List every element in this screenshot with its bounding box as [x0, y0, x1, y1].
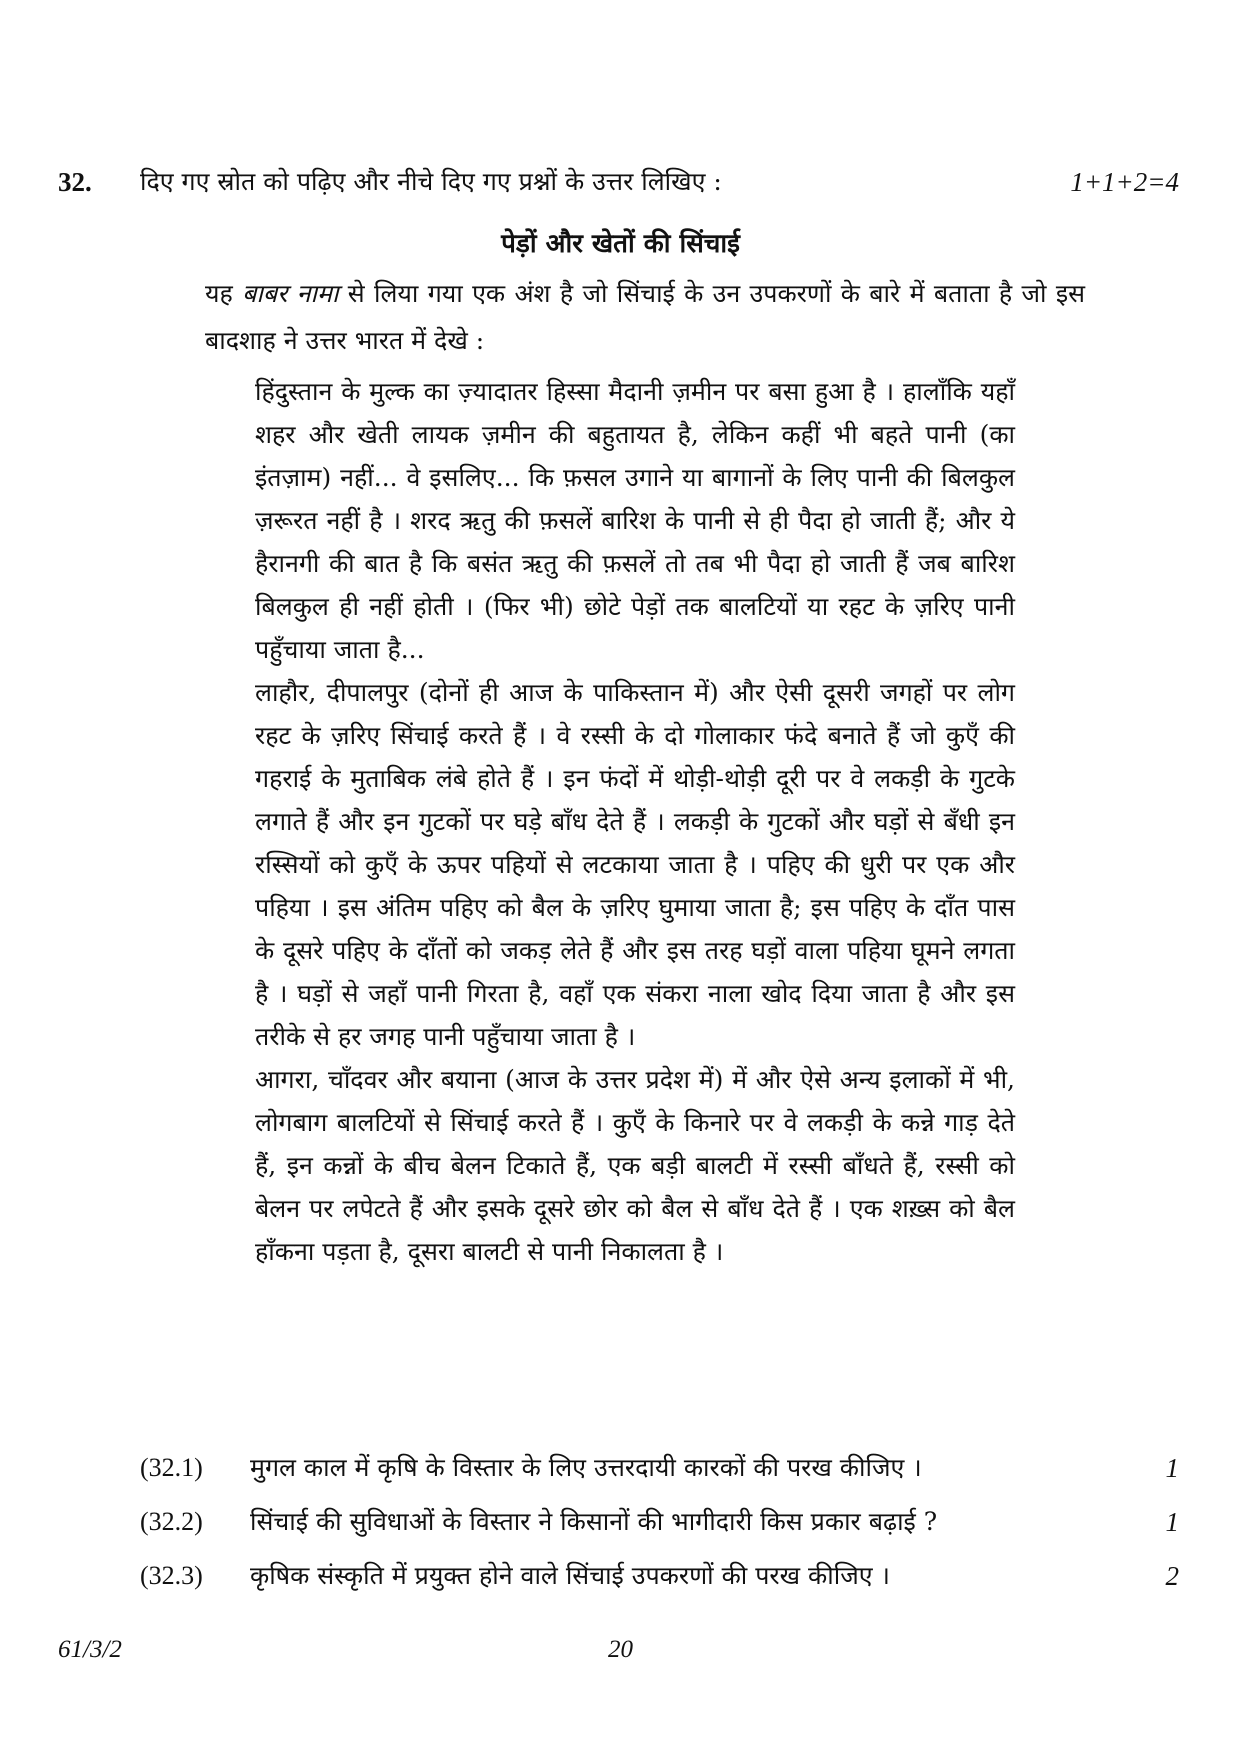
question-number: 32.	[58, 167, 92, 197]
passage-paragraph: लाहौर, दीपालपुर (दोनों ही आज के पाकिस्तान में) और ऐसी दूसरी जगहों पर लोग रहट के ज़रिए सिंचाई करते हैं । वे रस्सी के दो गोलाकार फंदे बनाते हैं जो कुएँ की गहराई के मुताबिक लंबे होते हैं । इन फंदों में थोड़ी-थोड़ी दूरी पर वे लकड़ी के गुटके लगाते हैं और इन गुटकों पर घड़े बाँध देते हैं । लकड़ी के गुटकों और घड़ों से बँधी इन रस्सियों को कुएँ के ऊपर पहियों से लटकाया जाता है । पहिए की धुरी पर एक और पहिया । इस अंतिम पहिए को बैल के ज़रिए घुमाया जाता है; इस पहिए के दाँत पास के दूसरे पहिए के दाँतों को जकड़ लेते हैं और इस तरह घड़ों वाला पहिया घूमने लगता है । घड़ों से जहाँ पानी गिरता है, वहाँ एक संकरा नाला खोद दिया जाता है और इस तरीके से हर जगह पानी पहुँचाया जाता है ।	[255, 678, 1015, 1051]
sub-question-text: कृषिक संस्कृति में प्रयुक्त होने वाले सिंचाई उपकरणों की परख कीजिए ।	[250, 1561, 890, 1590]
intro-prefix: यह	[205, 279, 243, 308]
paper-code: 61/3/2	[58, 1636, 122, 1663]
sub-question-text: मुगल काल में कृषि के विस्तार के लिए उत्तरदायी कारकों की परख कीजिए ।	[250, 1453, 922, 1482]
sub-question-marks: 1	[1165, 1453, 1179, 1483]
sub-question-number: (32.2)	[140, 1507, 203, 1536]
sub-question-marks: 2	[1165, 1561, 1179, 1591]
passage-paragraph: आगरा, चाँदवर और बयाना (आज के उत्तर प्रदेश में) में और ऐसे अन्य इलाकों में भी, लोगबाग बालटियों से सिंचाई करते हैं । कुएँ के किनारे पर वे लकड़ी के कन्ने गाड़ देते हैं, इन कन्नों के बीच बेलन टिकाते हैं, एक बड़ी बालटी में रस्सी बाँधते हैं, रस्सी को बेलन पर लपेटते हैं और इसके दूसरे छोर को बैल से बाँध देते हैं । एक शख़्स को बैल हाँकना पड़ता है, दूसरा बालटी से पानी निकालता है ।	[255, 1065, 1015, 1266]
sub-question-number: (32.3)	[140, 1561, 203, 1590]
question-marks: 1+1+2=4	[1070, 167, 1179, 197]
question-instruction: दिए गए स्रोत को पढ़िए और नीचे दिए गए प्रश्नों के उत्तर लिखिए :	[140, 167, 722, 196]
source-intro	[205, 270, 1085, 364]
sub-question-marks: 1	[1165, 1507, 1179, 1537]
passage-paragraph: हिंदुस्तान के मुल्क का ज़्यादातर हिस्सा मैदानी ज़मीन पर बसा हुआ है । हालाँकि यहाँ शहर और खेती लायक ज़मीन की बहुतायत है, लेकिन कहीं भी बहते पानी (का इंतज़ाम) नहीं... वे इसलिए... कि फ़सल उगाने या बागानों के लिए पानी की बिलकुल ज़रूरत नहीं है । शरद ऋतु की फ़सलें बारिश के पानी से ही पैदा हो जाती हैं; और ये हैरानगी की बात है कि बसंत ऋतु की फ़सलें तो तब भी पैदा हो जाती हैं जब बारिश बिलकुल ही नहीं होती । (फिर भी) छोटे पेड़ों तक बालटियों या रहट के ज़रिए पानी पहुँचाया जाता है...	[255, 377, 1015, 664]
intro-suffix: से लिया गया एक अंश है जो सिंचाई के उन उपकरणों के बारे में बताता है जो इस बादशाह ने उत्तर भारत में देखे :	[205, 279, 1085, 355]
source-passage	[255, 370, 1015, 1273]
book-title: बाबर नामा	[242, 279, 339, 308]
page-number: 20	[608, 1636, 633, 1663]
sub-question-text: सिंचाई की सुविधाओं के विस्तार ने किसानों की भागीदारी किस प्रकार बढ़ाई ?	[250, 1507, 938, 1536]
sub-question-number: (32.1)	[140, 1453, 203, 1482]
source-title: पेड़ों और खेतों की सिंचाई	[501, 229, 740, 259]
